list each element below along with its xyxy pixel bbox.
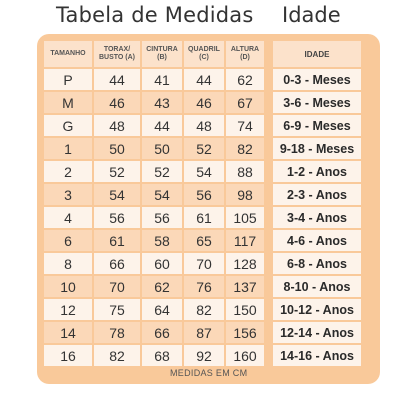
table-cell: 98: [226, 184, 264, 205]
table-cell: 82: [226, 138, 264, 159]
header-height-line1: ALTURA: [230, 46, 260, 53]
table-cell: 66: [142, 322, 182, 343]
table-cell: 41: [142, 69, 182, 90]
table-cell: 3: [44, 184, 92, 205]
table-cell: 10: [44, 276, 92, 297]
table-row: [44, 253, 268, 274]
size-table: [44, 41, 268, 368]
table-cell: 78: [94, 322, 140, 343]
table-cell: 16: [44, 345, 92, 366]
header-waist-line2: (B): [157, 54, 167, 61]
table-cell: 52: [94, 161, 140, 182]
table-row: [44, 161, 268, 182]
table-cell: 87: [184, 322, 224, 343]
table-row: [44, 69, 268, 90]
table-cell: 74: [226, 115, 264, 136]
table-cell: 46: [184, 92, 224, 113]
age-item: 12-14 - Anos: [273, 322, 361, 343]
header-chest-line1: TORAX/: [103, 46, 131, 53]
header-hip: [184, 41, 224, 67]
age-item: 0-3 - Meses: [273, 69, 361, 90]
table-cell: 117: [226, 230, 264, 251]
table-row: [44, 276, 268, 297]
table-row: [44, 322, 268, 343]
table-cell: 128: [226, 253, 264, 274]
age-table: [273, 41, 361, 368]
table-row: [44, 115, 268, 136]
age-item: 10-12 - Anos: [273, 299, 361, 320]
header-height-line2: (D): [240, 54, 250, 61]
table-cell: 75: [94, 299, 140, 320]
table-cell: 48: [184, 115, 224, 136]
table-row: [44, 207, 268, 228]
table-cell: 50: [142, 138, 182, 159]
table-cell: 67: [226, 92, 264, 113]
age-header: IDADE: [273, 41, 361, 67]
header-hip-line1: QUADRIL: [188, 46, 220, 53]
table-cell: M: [44, 92, 92, 113]
table-cell: 54: [142, 184, 182, 205]
table-cell: 60: [142, 253, 182, 274]
size-table-header: [44, 41, 268, 67]
header-chest-line2: BUSTO (A): [98, 54, 136, 61]
header-size-label: TAMANHO: [50, 50, 86, 57]
table-cell: 82: [94, 345, 140, 366]
age-item: 14-16 - Anos: [273, 345, 361, 366]
table-cell: 52: [184, 138, 224, 159]
table-cell: 70: [184, 253, 224, 274]
table-cell: 54: [94, 184, 140, 205]
table-cell: 43: [142, 92, 182, 113]
page-title: Tabela de Medidas: [56, 3, 254, 27]
table-cell: 105: [226, 207, 264, 228]
table-cell: 61: [94, 230, 140, 251]
age-item: 6-8 - Anos: [273, 253, 361, 274]
header-hip-line2: (C): [199, 54, 209, 61]
table-cell: 92: [184, 345, 224, 366]
table-cell: 44: [94, 69, 140, 90]
table-cell: 70: [94, 276, 140, 297]
table-cell: 156: [226, 322, 264, 343]
header-height: [226, 41, 264, 67]
table-cell: 58: [142, 230, 182, 251]
table-cell: 50: [94, 138, 140, 159]
table-row: [44, 138, 268, 159]
table-row: [44, 299, 268, 320]
header-chest: [94, 41, 140, 67]
table-row: [44, 184, 268, 205]
table-row: [44, 230, 268, 251]
table-cell: 44: [142, 115, 182, 136]
header-waist-line1: CINTURA: [146, 46, 178, 53]
age-item: 4-6 - Anos: [273, 230, 361, 251]
table-cell: 56: [142, 207, 182, 228]
table-row: [44, 345, 268, 366]
age-list: [273, 69, 361, 366]
age-item: 8-10 - Anos: [273, 276, 361, 297]
table-cell: 54: [184, 161, 224, 182]
table-cell: 64: [142, 299, 182, 320]
table-cell: 48: [94, 115, 140, 136]
table-cell: 12: [44, 299, 92, 320]
age-item: 1-2 - Anos: [273, 161, 361, 182]
table-cell: 66: [94, 253, 140, 274]
table-cell: 2: [44, 161, 92, 182]
table-cell: 65: [184, 230, 224, 251]
table-cell: 62: [142, 276, 182, 297]
age-item: 3-4 - Anos: [273, 207, 361, 228]
age-item: 3-6 - Meses: [273, 92, 361, 113]
table-cell: 14: [44, 322, 92, 343]
header-waist: [142, 41, 182, 67]
table-cell: G: [44, 115, 92, 136]
age-item: 6-9 - Meses: [273, 115, 361, 136]
table-cell: 46: [94, 92, 140, 113]
age-item: 2-3 - Anos: [273, 184, 361, 205]
table-cell: 88: [226, 161, 264, 182]
table-cell: P: [44, 69, 92, 90]
table-cell: 44: [184, 69, 224, 90]
size-table-body: [44, 69, 268, 366]
age-title: Idade: [282, 3, 341, 27]
table-cell: 56: [184, 184, 224, 205]
table-cell: 61: [184, 207, 224, 228]
header-size: [44, 41, 92, 67]
units-note: MEDIDAS EM CM: [170, 368, 248, 378]
table-cell: 8: [44, 253, 92, 274]
table-cell: 56: [94, 207, 140, 228]
table-cell: 137: [226, 276, 264, 297]
table-cell: 76: [184, 276, 224, 297]
table-cell: 82: [184, 299, 224, 320]
table-cell: 68: [142, 345, 182, 366]
table-cell: 6: [44, 230, 92, 251]
table-cell: 4: [44, 207, 92, 228]
table-cell: 150: [226, 299, 264, 320]
table-row: [44, 92, 268, 113]
table-cell: 52: [142, 161, 182, 182]
age-item: 9-18 - Meses: [273, 138, 361, 159]
table-cell: 1: [44, 138, 92, 159]
table-cell: 62: [226, 69, 264, 90]
table-cell: 160: [226, 345, 264, 366]
